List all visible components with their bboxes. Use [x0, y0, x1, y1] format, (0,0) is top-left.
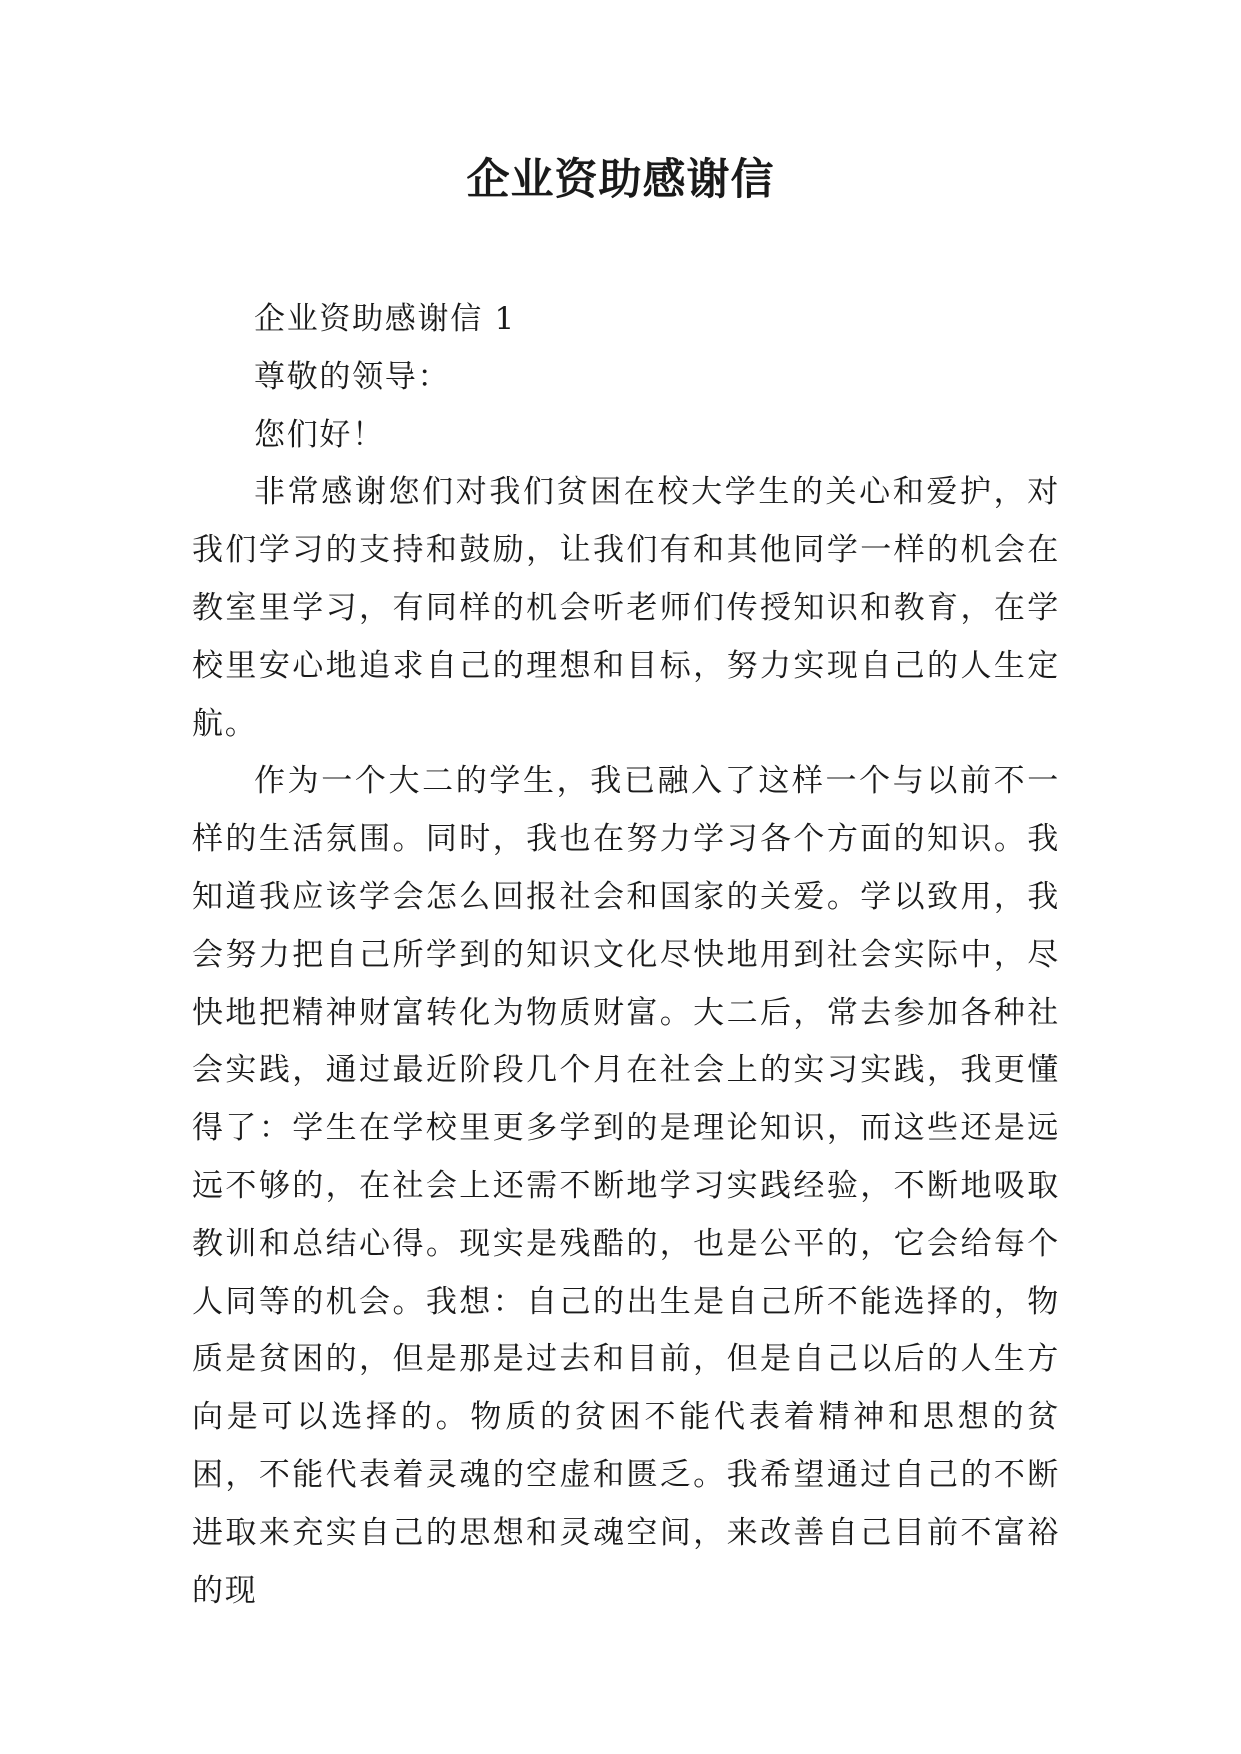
paragraph-gratitude: 非常感谢您们对我们贫困在校大学生的关心和爱护，对我们学习的支持和鼓励，让我们有和其他同学一样的机会在教室里学习，有同样的机会听老师们传授知识和教育，在学校里安心地追求自己的理想和目标，努力实现自己的人生定航。 [192, 474, 1060, 742]
letter-body [192, 291, 1060, 1620]
paragraph-reflection: 作为一个大二的学生，我已融入了这样一个与以前不一样的生活氛围。同时，我也在努力学习各个方面的知识。我知道我应该学会怎么回报社会和国家的关爱。学以致用，我会努力把自己所学到的知识文化尽快地用到社会实际中，尽快地把精神财富转化为物质财富。大二后，常去参加各种社会实践，通过最近阶段几个月在社会上的实习实践，我更懂得了：学生在学校里更多学到的是理论知识，而这些还是远远不够的，在社会上还需不断地学习实践经验，不断地吸取教训和总结心得。现实是残酷的，也是公平的，它会给每个人同等的机会。我想：自己的出生是自己所不能选择的，物质是贫困的，但是那是过去和目前，但是自己以后的人生方向是可以选择的。物质的贫困不能代表着精神和思想的贫困，不能代表着灵魂的空虚和匮乏。我希望通过自己的不断进取来充实自己的思想和灵魂空间，来改善自己目前不富裕的现 [192, 763, 1060, 1609]
greeting: 您们好！ [254, 416, 385, 453]
document-title: 企业资助感谢信 [466, 155, 775, 205]
letter-heading: 企业资助感谢信 1 [254, 301, 516, 337]
salutation: 尊敬的领导： [254, 358, 451, 395]
